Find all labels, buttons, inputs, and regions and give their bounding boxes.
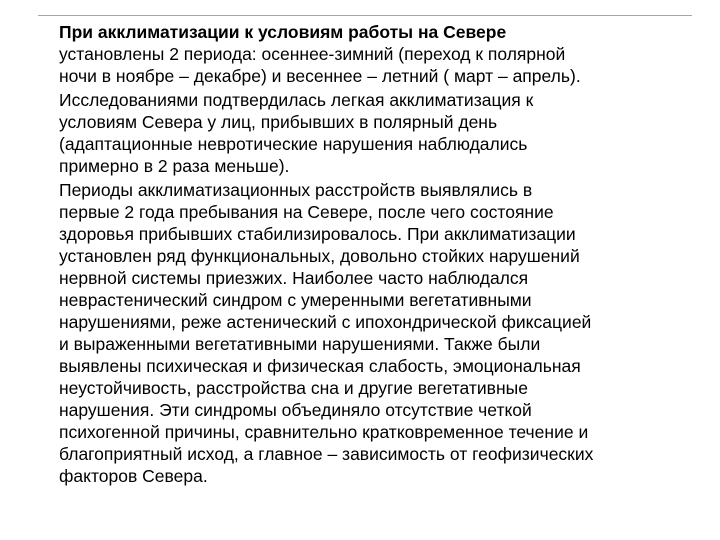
text-line: выявлены психическая и физическая слабость, эмоциональная bbox=[59, 356, 581, 376]
text-line: и выраженными вегетативными нарушениями. Также были bbox=[59, 334, 541, 354]
text-block bbox=[59, 21, 699, 487]
text-line: нарушениями, реже астенический с ипохондрической фиксацией bbox=[59, 312, 592, 332]
text-line: ночи в ноябре – декабре) и весеннее – летний ( март – апрель). bbox=[59, 66, 581, 86]
text-line: неврастенический синдром с умеренными вегетативными bbox=[59, 290, 532, 310]
top-divider bbox=[38, 15, 692, 16]
paragraph-disorders bbox=[59, 179, 699, 487]
text-line: Периоды акклиматизационных расстройств выявлялись в bbox=[59, 180, 533, 200]
text-line: (адаптационные невротические нарушения наблюдались bbox=[59, 134, 528, 154]
text-line: факторов Севера. bbox=[59, 466, 208, 486]
text-line: психогенной причины, сравнительно кратковременное течение и bbox=[59, 422, 589, 442]
paragraph-polar-day bbox=[59, 89, 699, 177]
paragraph-periods bbox=[59, 21, 699, 87]
text-line: благоприятный исход, а главное – зависимость от геофизических bbox=[59, 444, 594, 464]
text-line: установлен ряд функциональных, довольно стойких нарушений bbox=[59, 246, 580, 266]
text-line: Исследованиями подтвердилась легкая акклиматизация к bbox=[59, 90, 534, 110]
text-line: нарушения. Эти синдромы объединяло отсутствие четкой bbox=[59, 400, 532, 420]
lead-heading: При акклиматизации к условиям работы на Севере bbox=[59, 22, 507, 42]
text-line: нервной системы приезжих. Наиболее часто наблюдался bbox=[59, 268, 529, 288]
text-line: первые 2 года пребывания на Севере, после чего состояние bbox=[59, 202, 554, 222]
text-line: установлены 2 периода: осеннее-зимний (переход к полярной bbox=[59, 44, 566, 64]
text-line: примерно в 2 раза меньше). bbox=[59, 156, 290, 176]
text-line: здоровья прибывших стабилизировалось. При акклиматизации bbox=[59, 224, 576, 244]
text-line: условиям Севера у лиц, прибывших в полярный день bbox=[59, 112, 498, 132]
text-line: неустойчивость, расстройства сна и другие вегетативные bbox=[59, 378, 528, 398]
